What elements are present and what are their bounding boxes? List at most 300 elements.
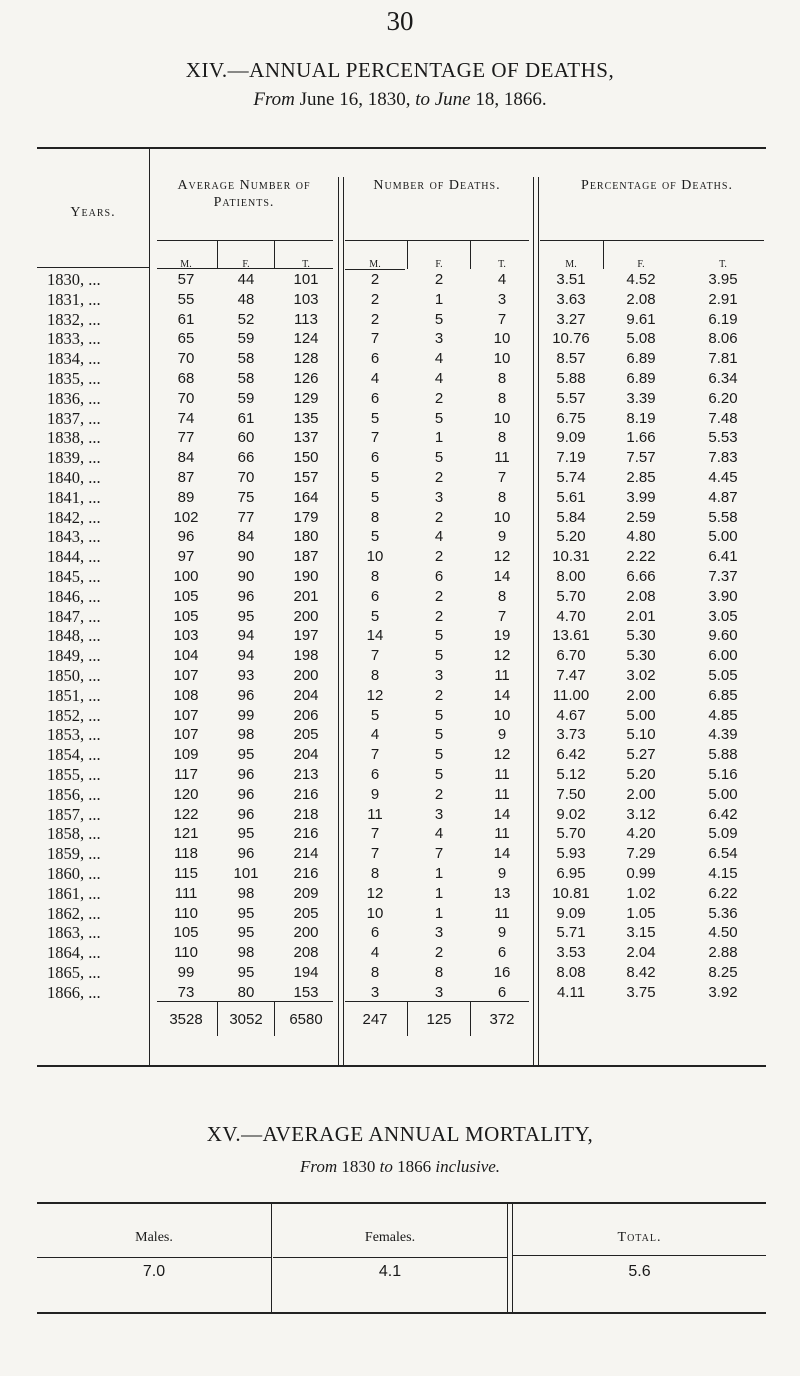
patients-f-cell: 90 — [237, 548, 255, 566]
table-row — [37, 884, 766, 904]
patients-m-cell: 61 — [177, 310, 195, 328]
pct-f-cell: 5.20 — [626, 766, 656, 783]
deaths-t-cell: 8 — [497, 370, 507, 387]
deaths-t-cell: 14 — [493, 805, 511, 823]
patients-m-cell: 103 — [173, 627, 199, 645]
deaths-f-cell: 2 — [434, 508, 444, 526]
pct-f-cell: 4.80 — [626, 528, 656, 546]
patients-t-cell: 204 — [293, 686, 319, 704]
patients-t-cell: 126 — [293, 370, 319, 387]
deaths-t-cell: 11 — [494, 766, 510, 783]
deaths-f-cell: 2 — [434, 469, 444, 486]
pct-m-cell: 7.47 — [556, 667, 586, 684]
pct-f-cell: 2.85 — [626, 469, 656, 486]
pct-f-cell: 1.05 — [626, 904, 656, 922]
patients-t-cell: 180 — [293, 528, 319, 546]
year-cell: 1843, ... — [47, 527, 101, 547]
pct-m-cell: 11.00 — [552, 686, 590, 704]
page-number: 30 — [386, 6, 414, 36]
table2-column-rule — [271, 1204, 272, 1314]
deaths-f-cell: 2 — [434, 686, 444, 704]
deaths-f-cell: 3 — [434, 924, 444, 942]
subheader-m: M. — [369, 259, 381, 270]
year-cell: 1852, ... — [47, 705, 101, 725]
pct-m-cell: 5.88 — [556, 370, 586, 387]
deaths-t-cell: 9 — [497, 865, 507, 882]
patients-m-cell: 77 — [177, 429, 195, 447]
total-m-patients: 3528 — [169, 1011, 203, 1028]
avg-patients-header: Average Number of Patients. — [177, 178, 311, 210]
pct-f-cell: 3.39 — [626, 389, 656, 407]
patients-m-cell: 100 — [173, 568, 199, 585]
year-cell: 1866, ... — [47, 982, 101, 1002]
pct-t-cell: 3.90 — [708, 587, 738, 605]
subheader-t: T. — [719, 259, 727, 270]
subtitle-date2: 18, 1866. — [475, 89, 547, 110]
subheader-f: F. — [242, 259, 250, 270]
pct-f-cell: 2.01 — [626, 607, 656, 625]
subtitle-date1: June 16, 1830, — [299, 89, 411, 110]
pct-t-cell: 5.88 — [708, 746, 738, 764]
deaths-m-cell: 8 — [370, 508, 380, 526]
deaths-f-cell: 6 — [434, 568, 444, 585]
pct-f-cell: 5.30 — [626, 647, 656, 665]
patients-t-cell: 103 — [293, 290, 319, 308]
pct-t-cell: 6.34 — [708, 370, 738, 387]
pct-f-cell: 2.04 — [626, 944, 656, 962]
deaths-m-cell: 8 — [370, 667, 380, 684]
patients-f-cell: 99 — [237, 706, 255, 724]
group-underline — [157, 240, 333, 241]
pct-t-cell: 5.00 — [708, 785, 738, 803]
deaths-m-cell: 5 — [370, 528, 380, 546]
males-header: Males. — [135, 1230, 173, 1245]
pct-m-cell: 4.70 — [556, 607, 586, 625]
patients-t-cell: 201 — [293, 587, 319, 605]
patients-f-cell: 98 — [237, 884, 255, 902]
pct-m-cell: 5.57 — [556, 389, 586, 407]
subtitle-end-year: 1866 — [397, 1157, 432, 1176]
table2-header-rule — [273, 1257, 507, 1258]
deaths-f-cell: 3 — [434, 330, 444, 348]
deaths-f-cell: 3 — [434, 805, 444, 823]
subheader-f: F. — [435, 259, 443, 270]
year-cell: 1856, ... — [47, 784, 101, 804]
pct-m-cell: 3.73 — [556, 726, 586, 744]
deaths-t-cell: 11 — [494, 667, 510, 684]
patients-m-cell: 109 — [173, 746, 199, 764]
deaths-m-cell: 6 — [370, 924, 380, 942]
table-row — [37, 547, 766, 567]
patients-m-cell: 89 — [177, 488, 195, 506]
deaths-t-cell: 7 — [497, 310, 507, 328]
table-row — [37, 706, 766, 726]
patients-t-cell: 135 — [293, 409, 319, 427]
subheader-m: M. — [180, 259, 192, 270]
deaths-f-cell: 2 — [434, 548, 444, 566]
total-m-deaths: 247 — [362, 1011, 388, 1028]
patients-m-cell: 117 — [174, 766, 198, 783]
average-mortality-table — [37, 1202, 766, 1314]
patients-m-cell: 102 — [173, 508, 199, 526]
patients-m-cell: 87 — [177, 469, 195, 486]
patients-f-cell: 101 — [233, 865, 259, 882]
patients-f-cell: 77 — [237, 508, 255, 526]
patients-m-cell: 105 — [173, 587, 199, 605]
deaths-f-cell: 4 — [434, 350, 444, 368]
subheader-rule — [603, 241, 604, 269]
deaths-m-cell: 7 — [370, 845, 380, 863]
patients-t-cell: 137 — [293, 429, 319, 447]
deaths-m-cell: 5 — [370, 488, 380, 506]
pct-m-cell: 3.63 — [556, 290, 586, 308]
pct-f-cell: 5.08 — [626, 330, 656, 348]
pct-m-cell: 3.51 — [556, 271, 586, 288]
deaths-t-cell: 11 — [494, 904, 510, 922]
deaths-t-cell: 10 — [493, 409, 511, 427]
patients-m-cell: 65 — [177, 330, 195, 348]
deaths-m-cell: 7 — [370, 746, 380, 764]
mortality-percentage-table — [37, 147, 766, 1067]
pct-t-cell: 7.83 — [708, 449, 738, 467]
patients-m-cell: 105 — [173, 607, 199, 625]
patients-m-cell: 73 — [177, 983, 195, 1001]
patients-f-cell: 84 — [237, 528, 255, 546]
patients-f-cell: 96 — [237, 766, 255, 783]
pct-f-cell: 9.61 — [626, 310, 656, 328]
deaths-m-cell: 7 — [370, 825, 380, 843]
pct-f-cell: 7.29 — [626, 845, 656, 863]
year-cell: 1851, ... — [47, 685, 101, 705]
year-cell: 1865, ... — [47, 963, 101, 982]
table1-subtitle — [0, 89, 800, 111]
year-cell: 1859, ... — [47, 844, 101, 864]
patients-m-cell: 74 — [177, 409, 195, 427]
year-cell: 1838, ... — [47, 428, 101, 448]
table-row — [37, 943, 766, 963]
year-cell: 1862, ... — [47, 903, 101, 923]
pct-m-cell: 7.19 — [556, 449, 586, 467]
pct-m-cell: 5.93 — [556, 845, 586, 863]
patients-f-cell: 66 — [237, 449, 255, 467]
pct-t-cell: 5.09 — [708, 825, 738, 843]
year-cell: 1849, ... — [47, 646, 101, 666]
table-row — [37, 765, 766, 785]
patients-t-cell: 157 — [293, 469, 319, 486]
year-cell: 1858, ... — [47, 824, 101, 844]
pct-deaths-header: Percentage of Deaths. — [581, 178, 733, 193]
deaths-f-cell: 5 — [434, 449, 444, 467]
patients-t-cell: 164 — [293, 488, 319, 506]
year-cell: 1864, ... — [47, 943, 101, 963]
patients-t-cell: 153 — [293, 983, 319, 1001]
table2-subtitle — [0, 1157, 800, 1177]
deaths-f-cell: 5 — [434, 627, 444, 645]
deaths-t-cell: 12 — [493, 548, 511, 566]
patients-f-cell: 60 — [237, 429, 255, 447]
pct-f-cell: 2.08 — [626, 587, 656, 605]
pct-t-cell: 6.00 — [708, 647, 738, 665]
deaths-m-cell: 7 — [370, 647, 380, 665]
deaths-f-cell: 3 — [434, 983, 444, 1001]
patients-t-cell: 200 — [293, 607, 319, 625]
patients-f-cell: 58 — [237, 370, 255, 387]
pct-t-cell: 7.48 — [708, 409, 738, 427]
pct-m-cell: 5.12 — [556, 766, 586, 783]
patients-m-cell: 107 — [173, 667, 199, 684]
patients-m-cell: 70 — [177, 350, 195, 368]
deaths-t-cell: 9 — [497, 528, 507, 546]
deaths-t-cell: 11 — [494, 785, 510, 803]
year-cell: 1854, ... — [47, 745, 101, 765]
subtitle-from: From — [299, 1157, 338, 1176]
deaths-m-cell: 4 — [370, 726, 380, 744]
pct-t-cell: 5.53 — [708, 429, 738, 447]
deaths-m-cell: 12 — [366, 884, 384, 902]
patients-f-cell: 94 — [237, 647, 255, 665]
patients-f-cell: 96 — [237, 785, 255, 803]
table-row — [37, 369, 766, 389]
table-row — [37, 587, 766, 607]
patients-f-cell: 75 — [237, 488, 255, 506]
deaths-t-cell: 8 — [497, 429, 507, 447]
table-row — [37, 349, 766, 369]
patients-m-cell: 97 — [177, 548, 195, 566]
pct-m-cell: 10.31 — [552, 548, 590, 566]
table-row — [37, 666, 766, 686]
pct-t-cell: 4.15 — [708, 865, 738, 882]
pct-f-cell: 3.02 — [626, 667, 656, 684]
patients-m-cell: 110 — [174, 904, 198, 922]
pct-m-cell: 10.76 — [552, 330, 590, 348]
pct-f-cell: 6.66 — [626, 568, 656, 585]
year-cell: 1842, ... — [47, 507, 101, 527]
deaths-f-cell: 2 — [434, 271, 444, 288]
deaths-f-cell: 1 — [434, 884, 444, 902]
patients-f-cell: 48 — [237, 290, 255, 308]
pct-m-cell: 5.20 — [556, 528, 586, 546]
deaths-m-cell: 7 — [370, 330, 380, 348]
pct-f-cell: 3.75 — [626, 983, 656, 1001]
pct-t-cell: 2.88 — [708, 944, 738, 962]
pct-f-cell: 0.99 — [626, 865, 656, 882]
pct-f-cell: 2.00 — [626, 686, 656, 704]
deaths-t-cell: 14 — [493, 686, 511, 704]
pct-f-cell: 8.42 — [626, 964, 656, 981]
pct-t-cell: 6.42 — [708, 805, 738, 823]
subheader-rule — [217, 241, 218, 269]
pct-m-cell: 9.02 — [556, 805, 586, 823]
patients-t-cell: 216 — [293, 825, 319, 843]
pct-f-cell: 6.89 — [626, 350, 656, 368]
patients-m-cell: 122 — [173, 805, 199, 823]
table-row — [37, 527, 766, 547]
deaths-f-cell: 2 — [434, 607, 444, 625]
patients-m-cell: 99 — [177, 964, 195, 981]
deaths-f-cell: 2 — [434, 587, 444, 605]
pct-t-cell: 6.41 — [708, 548, 738, 566]
pct-m-cell: 6.95 — [556, 865, 586, 882]
pct-f-cell: 4.52 — [626, 271, 656, 288]
deaths-t-cell: 9 — [497, 924, 507, 942]
patients-t-cell: 187 — [293, 548, 319, 566]
pct-t-cell: 4.50 — [708, 924, 738, 942]
pct-f-cell: 5.10 — [626, 726, 656, 744]
pct-f-cell: 2.00 — [626, 785, 656, 803]
deaths-m-cell: 5 — [370, 409, 380, 427]
pct-m-cell: 6.42 — [556, 746, 586, 764]
patients-m-cell: 96 — [177, 528, 195, 546]
pct-t-cell: 5.16 — [708, 766, 738, 783]
year-cell: 1853, ... — [47, 725, 101, 745]
pct-f-cell: 6.89 — [626, 370, 656, 387]
years-header: Years. — [70, 205, 116, 220]
deaths-m-cell: 9 — [370, 785, 380, 803]
year-cell: 1830, ... — [47, 270, 101, 289]
pct-f-cell: 3.15 — [626, 924, 656, 942]
deaths-m-cell: 12 — [366, 686, 384, 704]
subheader-rule — [274, 241, 275, 269]
deaths-f-cell: 2 — [434, 389, 444, 407]
patients-m-cell: 120 — [173, 785, 199, 803]
group-underline — [345, 240, 529, 241]
pct-m-cell: 5.74 — [556, 469, 586, 486]
pct-m-cell: 8.57 — [556, 350, 586, 368]
patients-m-cell: 70 — [177, 389, 195, 407]
males-value: 7.0 — [142, 1263, 166, 1280]
totals-rule — [274, 1002, 275, 1036]
group-underline — [540, 240, 764, 241]
patients-t-cell: 129 — [293, 389, 319, 407]
deaths-m-cell: 6 — [370, 587, 380, 605]
pct-f-cell: 5.30 — [626, 627, 656, 645]
patients-m-cell: 104 — [173, 647, 199, 665]
deaths-f-cell: 3 — [434, 488, 444, 506]
patients-t-cell: 206 — [293, 706, 319, 724]
patients-t-cell: 190 — [293, 568, 319, 585]
pct-t-cell: 4.85 — [708, 706, 738, 724]
pct-t-cell: 4.39 — [708, 726, 738, 744]
patients-m-cell: 118 — [174, 845, 198, 863]
deaths-m-cell: 14 — [366, 627, 384, 645]
year-cell: 1860, ... — [47, 864, 101, 883]
patients-f-cell: 58 — [237, 350, 255, 368]
year-cell: 1861, ... — [47, 883, 101, 903]
patients-m-cell: 107 — [173, 726, 199, 744]
table-row — [37, 824, 766, 844]
deaths-t-cell: 10 — [493, 508, 511, 526]
year-cell: 1834, ... — [47, 349, 101, 369]
table2-top-rule — [37, 1202, 766, 1204]
year-cell: 1841, ... — [47, 487, 101, 507]
deaths-m-cell: 6 — [370, 766, 380, 783]
patients-t-cell: 209 — [293, 884, 319, 902]
total-header: Total. — [617, 1230, 662, 1245]
patients-t-cell: 124 — [293, 330, 319, 348]
table-row — [37, 310, 766, 330]
pct-f-cell: 2.08 — [626, 290, 656, 308]
pct-m-cell: 6.75 — [556, 409, 586, 427]
deaths-t-cell: 13 — [493, 884, 511, 902]
pct-t-cell: 7.81 — [708, 350, 738, 368]
deaths-t-cell: 4 — [497, 271, 507, 288]
patients-m-cell: 84 — [177, 449, 195, 467]
pct-m-cell: 5.71 — [556, 924, 586, 942]
pct-m-cell: 8.00 — [556, 568, 586, 585]
deaths-t-cell: 11 — [494, 825, 510, 843]
deaths-f-cell: 3 — [434, 667, 444, 684]
patients-t-cell: 216 — [293, 865, 319, 882]
deaths-t-cell: 7 — [497, 607, 507, 625]
deaths-f-cell: 4 — [434, 528, 444, 546]
females-header: Females. — [364, 1230, 416, 1245]
deaths-t-cell: 6 — [497, 944, 507, 962]
patients-t-cell: 208 — [293, 944, 319, 962]
patients-t-cell: 128 — [293, 350, 319, 368]
deaths-f-cell: 2 — [434, 944, 444, 962]
patients-m-cell: 57 — [177, 271, 195, 288]
pct-m-cell: 4.11 — [556, 983, 586, 1001]
pct-m-cell: 3.53 — [556, 944, 586, 962]
year-cell: 1850, ... — [47, 666, 101, 685]
deaths-t-cell: 14 — [493, 845, 511, 863]
pct-f-cell: 7.57 — [626, 449, 656, 467]
pct-f-cell: 2.22 — [626, 548, 656, 566]
patients-t-cell: 205 — [293, 904, 319, 922]
subheader-m: M. — [565, 259, 577, 270]
patients-m-cell: 107 — [173, 706, 199, 724]
patients-f-cell: 95 — [237, 904, 255, 922]
deaths-t-cell: 8 — [497, 488, 507, 506]
patients-t-cell: 200 — [293, 667, 319, 684]
header-bottom-rule — [37, 267, 149, 268]
deaths-m-cell: 2 — [370, 310, 380, 328]
patients-f-cell: 90 — [237, 568, 255, 585]
pct-m-cell: 3.27 — [556, 310, 586, 328]
pct-f-cell: 3.99 — [626, 488, 656, 506]
subtitle-june: June — [434, 89, 471, 110]
patients-t-cell: 204 — [293, 746, 319, 764]
table-row — [37, 963, 766, 983]
patients-m-cell: 110 — [174, 944, 198, 962]
year-cell: 1848, ... — [47, 626, 101, 646]
pct-t-cell: 5.05 — [708, 667, 738, 684]
table-row — [37, 904, 766, 924]
patients-f-cell: 98 — [237, 726, 255, 744]
pct-t-cell: 6.54 — [708, 845, 738, 863]
table-row — [37, 567, 766, 587]
year-cell: 1863, ... — [47, 923, 101, 943]
deaths-t-cell: 3 — [497, 290, 507, 308]
pct-t-cell: 5.58 — [708, 508, 738, 526]
year-cell: 1857, ... — [47, 804, 101, 824]
deaths-t-cell: 8 — [497, 389, 507, 407]
pct-t-cell: 5.36 — [708, 904, 738, 922]
pct-t-cell: 4.45 — [708, 469, 738, 486]
pct-t-cell: 7.37 — [708, 568, 738, 585]
pct-m-cell: 5.70 — [556, 587, 586, 605]
deaths-t-cell: 12 — [493, 647, 511, 665]
subheader-t: T. — [498, 259, 506, 270]
year-cell: 1846, ... — [47, 586, 101, 606]
pct-m-cell: 4.67 — [556, 706, 586, 724]
deaths-t-cell: 14 — [493, 568, 511, 585]
deaths-m-cell: 8 — [370, 865, 380, 882]
subtitle-to: to — [379, 1157, 393, 1176]
year-cell: 1837, ... — [47, 408, 101, 428]
patients-f-cell: 44 — [237, 271, 255, 288]
table2-column-rule — [507, 1204, 513, 1314]
